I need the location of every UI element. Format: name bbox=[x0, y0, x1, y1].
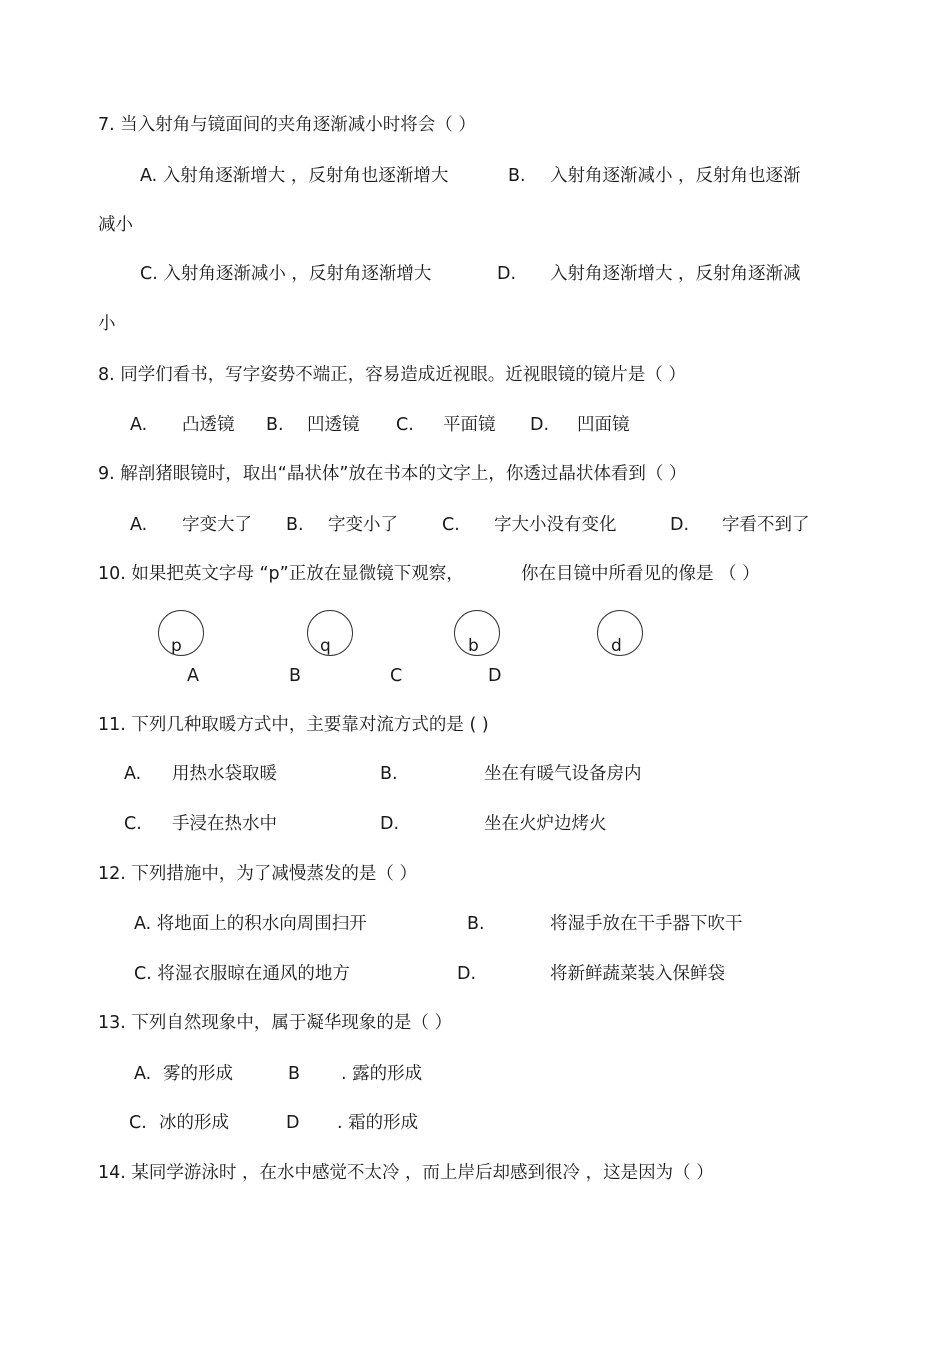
question-8-option-c: 平面镜 bbox=[443, 415, 496, 435]
question-11-option-d: 坐在火炉边烤火 bbox=[484, 814, 607, 834]
question-12-option-d: 将新鲜蔬菜装入保鲜袋 bbox=[550, 964, 725, 984]
question-9-option-c-label: C. bbox=[442, 515, 460, 535]
question-7-option-b: 入射角逐渐减小 ，反射角也逐渐 bbox=[550, 166, 801, 186]
question-9-option-a: 字变大了 bbox=[182, 515, 252, 535]
question-7-option-d-label: D. bbox=[497, 264, 517, 284]
question-10-stem-part1: 10. 如果把英文字母 “p”正放在显微镜下观察， bbox=[98, 564, 464, 584]
question-13-option-c: 冰的形成 bbox=[159, 1113, 229, 1133]
question-13-option-d: . 霜的形成 bbox=[337, 1113, 419, 1133]
question-13-option-c-label: C. bbox=[129, 1113, 147, 1133]
question-9-option-b-label: B. bbox=[286, 515, 304, 535]
question-8-option-b-label: B. bbox=[266, 415, 284, 435]
question-12-option-c: C. 将湿衣服晾在通风的地方 bbox=[134, 964, 350, 984]
question-13-option-a-label: A. bbox=[134, 1064, 152, 1084]
question-7-option-c: C. 入射角逐渐减小 ，反射角逐渐增大 bbox=[140, 264, 432, 284]
question-8-option-a: 凸透镜 bbox=[182, 415, 235, 435]
question-10-label-b: B bbox=[289, 666, 302, 686]
question-13-stem: 13. 下列自然现象中，属于凝华现象的是（ ） bbox=[98, 1013, 452, 1033]
question-11-option-b: 坐在有暖气设备房内 bbox=[484, 764, 642, 784]
question-9-stem: 9. 解剖猪眼镜时，取出“晶状体”放在书本的文字上，你透过晶状体看到（ ） bbox=[98, 464, 687, 484]
circle-letter: d bbox=[611, 636, 622, 656]
question-10-stem-part2: 你在目镜中所看见的像是 （ ） bbox=[521, 564, 760, 584]
question-12-stem: 12. 下列措施中，为了减慢蒸发的是（ ） bbox=[98, 864, 417, 884]
question-7-option-b-wrap: 减小 bbox=[98, 215, 133, 235]
question-12-option-a: A. 将地面上的积水向周围扫开 bbox=[134, 914, 367, 934]
question-7-option-a: A. 入射角逐渐增大 ，反射角也逐渐增大 bbox=[140, 166, 449, 186]
question-9-option-d-label: D. bbox=[670, 515, 690, 535]
question-10-label-a: A bbox=[187, 666, 199, 686]
question-8-option-a-label: A. bbox=[130, 415, 148, 435]
question-7-option-d: 入射角逐渐增大 ，反射角逐渐减 bbox=[550, 264, 801, 284]
question-9-option-d: 字看不到了 bbox=[722, 515, 810, 535]
question-7-option-b-label: B. bbox=[508, 166, 526, 186]
question-11-option-d-label: D. bbox=[380, 814, 400, 834]
question-7-option-d-wrap: 小 bbox=[98, 314, 116, 334]
question-13-option-d-label: D bbox=[286, 1113, 300, 1133]
question-12-option-d-label: D. bbox=[457, 964, 477, 984]
question-12-option-b: 将湿手放在干手器下吹干 bbox=[550, 914, 743, 934]
question-8-option-d-label: D. bbox=[530, 415, 550, 435]
circle-letter: p bbox=[171, 636, 182, 656]
question-11-option-c: 手浸在热水中 bbox=[172, 814, 277, 834]
question-11-option-c-label: C. bbox=[124, 814, 142, 834]
question-13-option-a: 雾的形成 bbox=[163, 1064, 233, 1084]
question-7-stem: 7. 当入射角与镜面间的夹角逐渐减小时将会（ ） bbox=[98, 115, 476, 135]
question-8-stem: 8. 同学们看书，写字姿势不端正，容易造成近视眼。近视眼镜的镜片是（ ） bbox=[98, 365, 686, 385]
question-11-stem: 11. 下列几种取暖方式中，主要靠对流方式的是 ( ) bbox=[98, 715, 489, 735]
question-11-option-b-label: B. bbox=[380, 764, 398, 784]
circle-letter: q bbox=[320, 636, 331, 656]
circle-letter: b bbox=[468, 636, 479, 656]
question-9-option-a-label: A. bbox=[130, 515, 148, 535]
question-11-option-a: 用热水袋取暖 bbox=[172, 764, 277, 784]
question-8-option-d: 凹面镜 bbox=[577, 415, 630, 435]
question-10-label-d: D bbox=[488, 666, 502, 686]
question-13-option-b-label: B bbox=[288, 1064, 301, 1084]
question-13-option-b: . 露的形成 bbox=[341, 1064, 423, 1084]
question-11-option-a-label: A. bbox=[124, 764, 142, 784]
question-9-option-b: 字变小了 bbox=[328, 515, 398, 535]
question-9-option-c: 字大小没有变化 bbox=[494, 515, 617, 535]
question-8-option-b: 凹透镜 bbox=[307, 415, 360, 435]
question-14-stem: 14. 某同学游泳时 ，在水中感觉不太冷 ，而上岸后却感到很冷 ，这是因为（ ） bbox=[98, 1163, 714, 1183]
question-8-option-c-label: C. bbox=[396, 415, 414, 435]
question-10-label-c: C bbox=[390, 666, 403, 686]
question-12-option-b-label: B. bbox=[467, 914, 485, 934]
